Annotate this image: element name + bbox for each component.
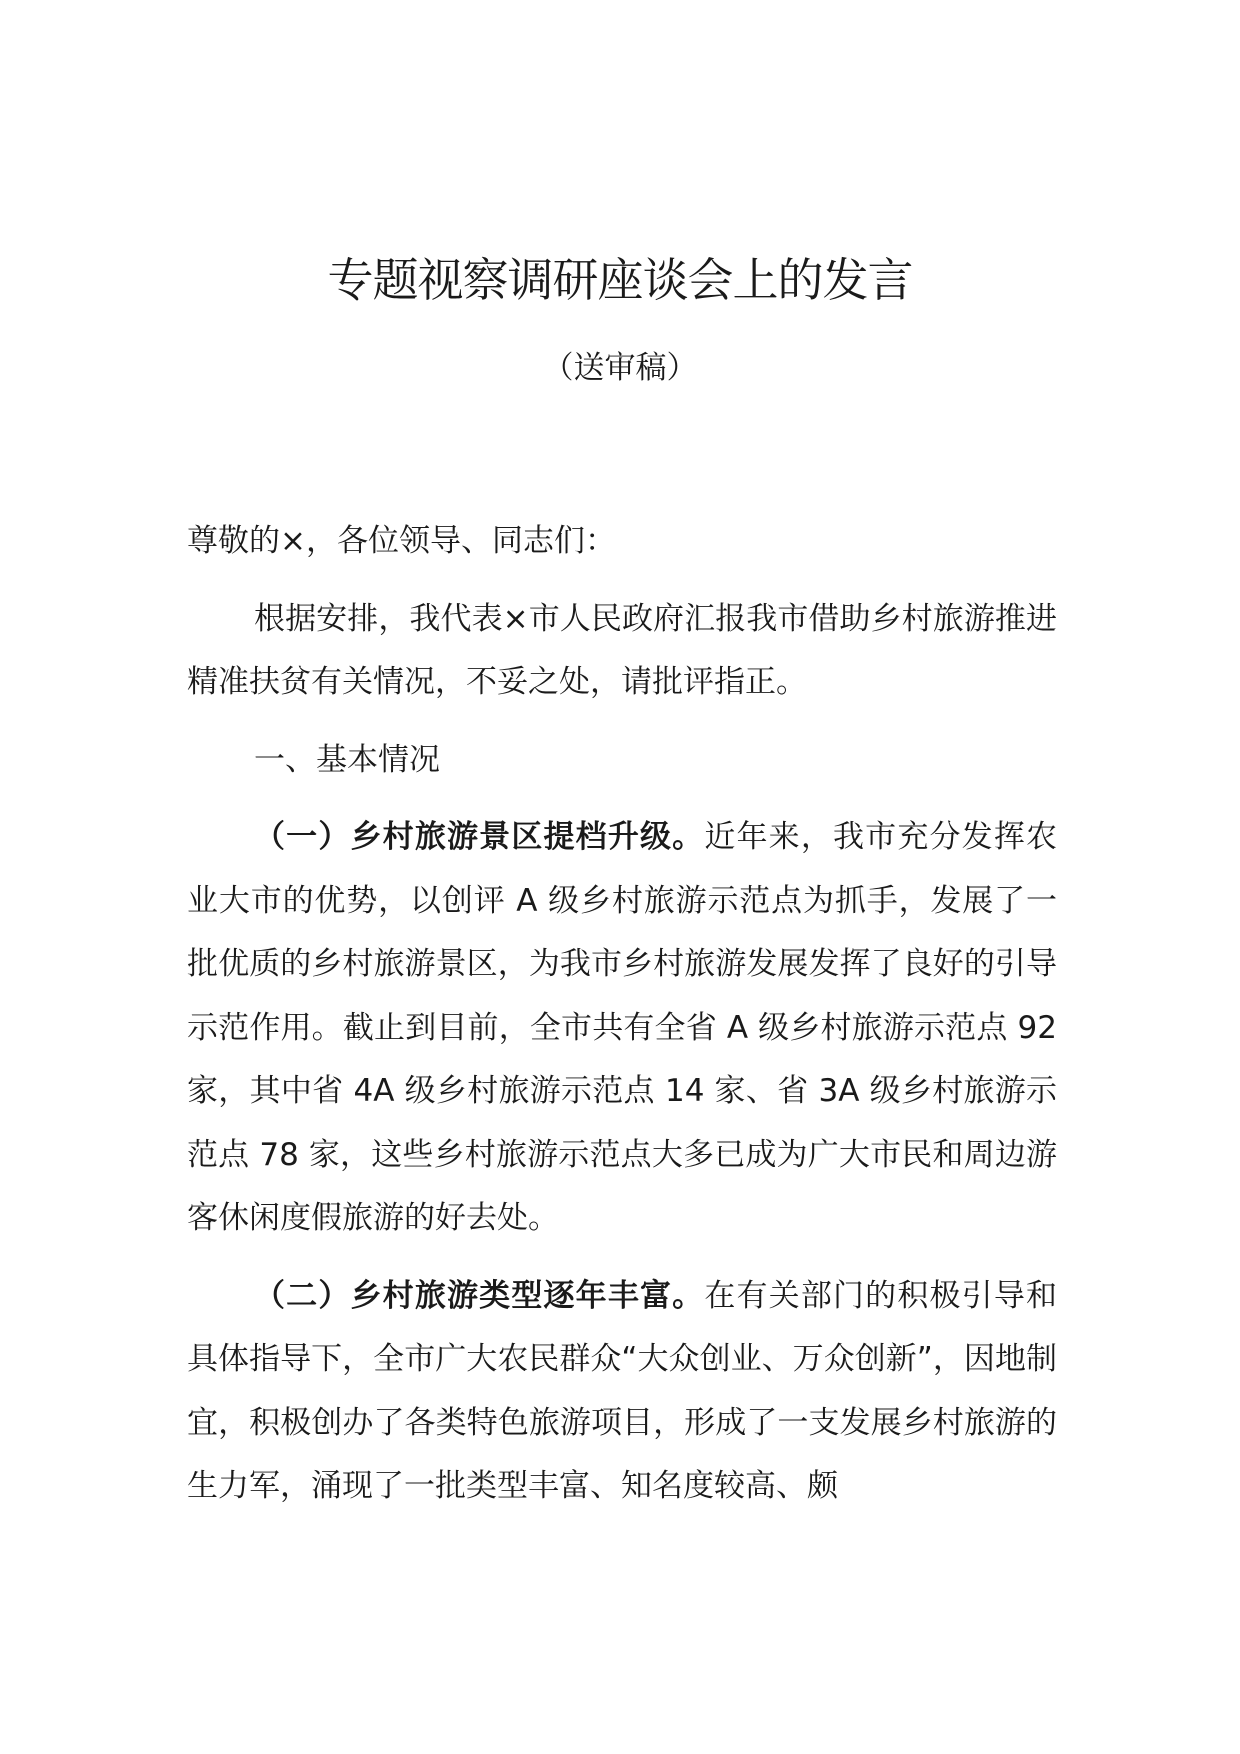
document-body xyxy=(187,510,1057,1519)
document-title: 专题视察调研座谈会上的发言 xyxy=(327,253,913,307)
paragraph-lead-scenic-upgrade: （一）乡村旅游景区提档升级。 xyxy=(254,819,705,855)
paragraph-tourism-types xyxy=(187,1265,1057,1519)
paragraph-lead-tourism-types: （二）乡村旅游类型逐年丰富。 xyxy=(254,1277,705,1314)
section-heading-basic-situation: 一、基本情况 xyxy=(254,741,440,778)
paragraph-body-tourism-types: 在有关部门的积极引导和具体指导下，全市广大农民群众“大众创业、万众创新”，因地制宜，积极创办了各类特色旅游项目，形成了一支发展乡村旅游的生力军，涌现了一批类型丰富、知名度较高、颇 xyxy=(187,1277,1058,1504)
salutation: 尊敬的×，各位领导、同志们： xyxy=(187,523,616,559)
paragraph-body-scenic-upgrade: 近年来，我市充分发挥农业大市的优势，以创评 A 级乡村旅游示范点为抓手，发展了一批优质的乡村旅游景区，为我市乡村旅游发展发挥了良好的引导示范作用。截止到目前，全市共有全省 A 级乡村旅游示范点 92 家，其中省 4A 级乡村旅游示范点 14 家、省 3A 级乡村旅游示范点 78 家，这些乡村旅游示范点大多已成为广大市民和周边游客休闲度假旅游的好去处。 xyxy=(187,819,1058,1236)
paragraph-scenic-upgrade xyxy=(187,806,1057,1251)
intro-paragraph: 根据安排，我代表×市人民政府汇报我市借助乡村旅游推进精准扶贫有关情况，不妥之处，请批评指正。 xyxy=(187,600,1057,700)
document-subtitle: （送审稿） xyxy=(542,350,698,386)
